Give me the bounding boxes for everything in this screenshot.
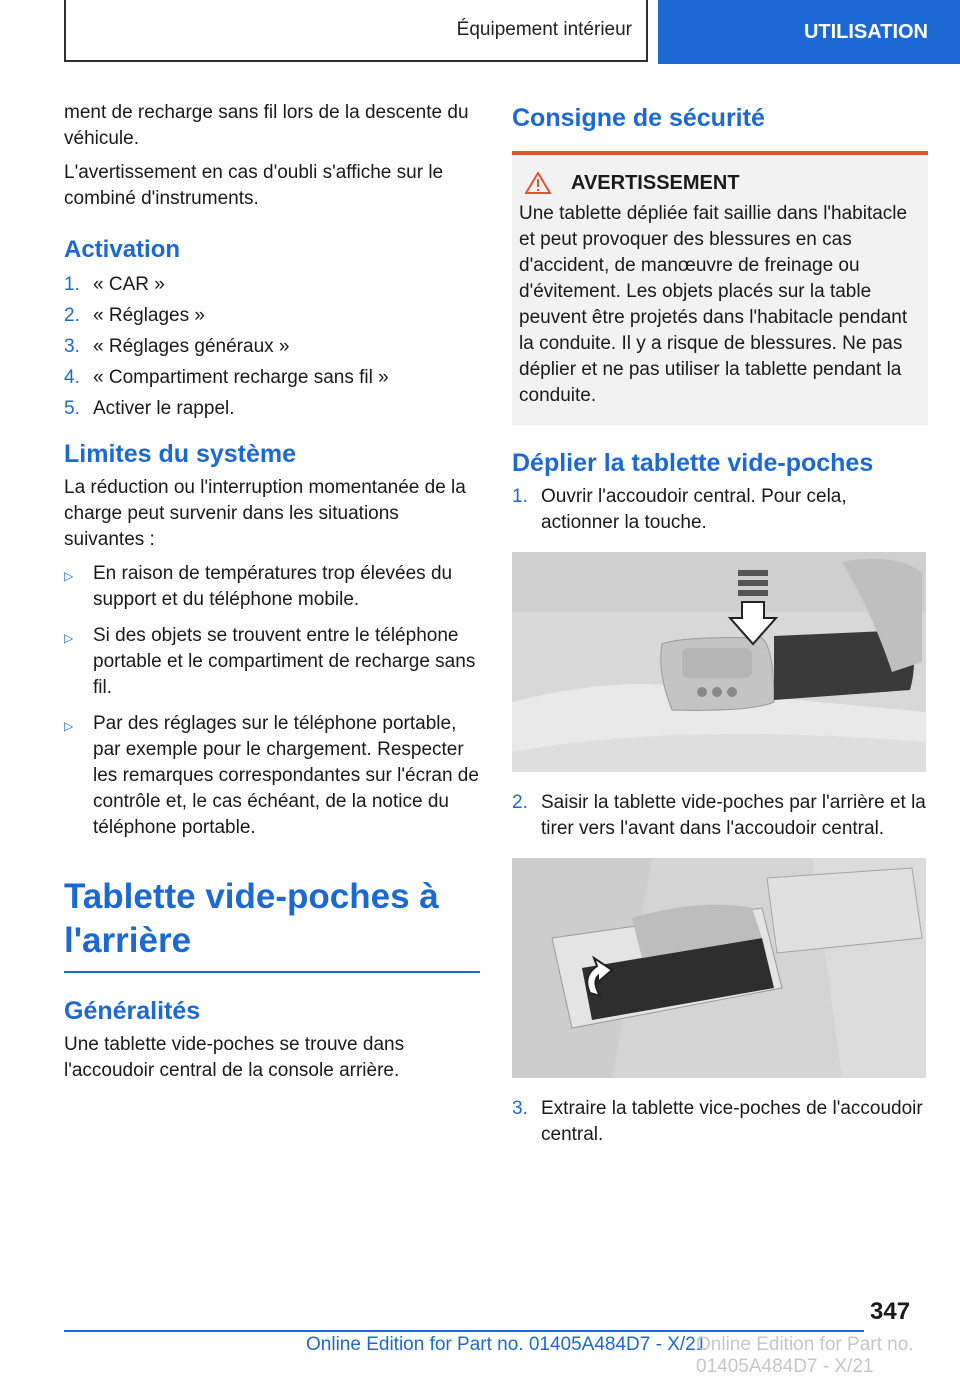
list-item bbox=[64, 334, 480, 360]
warning-text: Une tablette dépliée fait saillie dans l'habitacle et peut provoquer des blessures en cas d'accident, de manœuvre de freinage ou d'évitement. Les objets placés sur la table peuvent être projetés dans l'habitacle pendant la conduite. Il y a risque de blessures. Ne pas déplier et ne pas utiliser la tablette pendant la conduite. bbox=[519, 203, 908, 406]
armrest-button-photo bbox=[512, 552, 926, 772]
warning-box bbox=[512, 151, 928, 425]
safety-heading: Consigne de sécurité bbox=[512, 104, 765, 132]
list-item bbox=[64, 561, 480, 613]
step-number: 1. bbox=[512, 486, 528, 507]
unfold-step-2 bbox=[512, 790, 928, 842]
activation-heading: Activation bbox=[64, 236, 181, 263]
triangle-bullet-icon: ▷ bbox=[64, 569, 74, 583]
list-item bbox=[512, 790, 928, 842]
general-text: Une tablette vide-poches se trouve dans l'accoudoir central de la console arrière. bbox=[64, 1034, 405, 1081]
left-column bbox=[64, 100, 480, 1092]
header-section-tab bbox=[658, 0, 960, 64]
step-number: 2. bbox=[64, 305, 80, 326]
limits-heading: Limites du système bbox=[64, 440, 297, 468]
section-title: UTILISATION bbox=[803, 20, 928, 43]
header-chapter-tab bbox=[64, 0, 648, 62]
step-text: « Réglages » bbox=[93, 305, 205, 326]
list-item-text: Si des objets se trouvent entre le téléphone portable et le compartiment de recharge sans fil. bbox=[93, 625, 476, 698]
list-item bbox=[64, 303, 480, 329]
step-number: 1. bbox=[64, 274, 80, 295]
step-number: 3. bbox=[512, 1098, 528, 1119]
list-item bbox=[64, 365, 480, 391]
step-number: 2. bbox=[512, 792, 528, 813]
chapter-title: Équipement intérieur bbox=[456, 19, 632, 40]
list-item bbox=[64, 396, 480, 422]
triangle-bullet-icon: ▷ bbox=[64, 631, 74, 645]
warning-title-row bbox=[519, 171, 921, 195]
list-item bbox=[512, 1096, 928, 1148]
general-heading: Généralités bbox=[64, 997, 201, 1025]
list-item bbox=[512, 484, 928, 536]
list-item-text: En raison de températures trop élevées du support et du téléphone mobile. bbox=[93, 563, 453, 610]
step-text: Activer le rappel. bbox=[93, 398, 235, 419]
unfold-step-1 bbox=[512, 484, 928, 536]
unfold-step-3 bbox=[512, 1096, 928, 1148]
list-item-text: Par des réglages sur le téléphone portable, par exemple pour le chargement. Respecter les remarques correspondantes sur l'écran de contrôle et, le cas échéant, de la notice du téléphone portable. bbox=[93, 713, 479, 838]
list-item bbox=[64, 623, 480, 701]
footer-edition: Online Edition for Part no. 01405A484D7 - X/21 bbox=[306, 1334, 707, 1355]
step-text: « CAR » bbox=[93, 274, 165, 295]
footer-divider bbox=[64, 1330, 864, 1332]
list-item bbox=[64, 272, 480, 298]
step-text: « Réglages généraux » bbox=[93, 336, 290, 357]
step-number: 4. bbox=[64, 367, 80, 388]
step-text: Saisir la tablette vide-poches par l'arrière et la tirer vers l'avant dans l'accoudoir central. bbox=[541, 792, 926, 839]
intro-paragraph-2: L'avertissement en cas d'oubli s'affiche sur le combiné d'instruments. bbox=[64, 162, 444, 209]
chapter-heading: Tablette vide-poches à l'arrière bbox=[64, 875, 480, 973]
triangle-bullet-icon: ▷ bbox=[64, 719, 74, 733]
armrest-tray-photo bbox=[512, 858, 926, 1078]
step-text: Extraire la tablette vice-poches de l'accoudoir central. bbox=[541, 1098, 923, 1145]
limits-intro: La réduction ou l'interruption momentanée de la charge peut survenir dans les situations suivantes : bbox=[64, 477, 466, 550]
step-number: 5. bbox=[64, 398, 80, 419]
watermark: Online Edition for Part no. 01405A484D7 - X/21 bbox=[696, 1334, 914, 1377]
step-text: Ouvrir l'accoudoir central. Pour cela, actionner la touche. bbox=[541, 486, 847, 533]
right-column bbox=[512, 100, 928, 1153]
warning-title: AVERTISSEMENT bbox=[571, 171, 740, 194]
list-item bbox=[64, 711, 480, 841]
step-number: 3. bbox=[64, 336, 80, 357]
warning-triangle-icon bbox=[519, 171, 571, 195]
activation-steps bbox=[64, 272, 480, 422]
page-number: 347 bbox=[870, 1298, 911, 1325]
intro-paragraph-1: ment de recharge sans fil lors de la descente du véhicule. bbox=[64, 102, 469, 149]
step-text: « Compartiment recharge sans fil » bbox=[93, 367, 389, 388]
limits-list bbox=[64, 561, 480, 841]
unfold-heading: Déplier la tablette vide-poches bbox=[512, 449, 874, 477]
